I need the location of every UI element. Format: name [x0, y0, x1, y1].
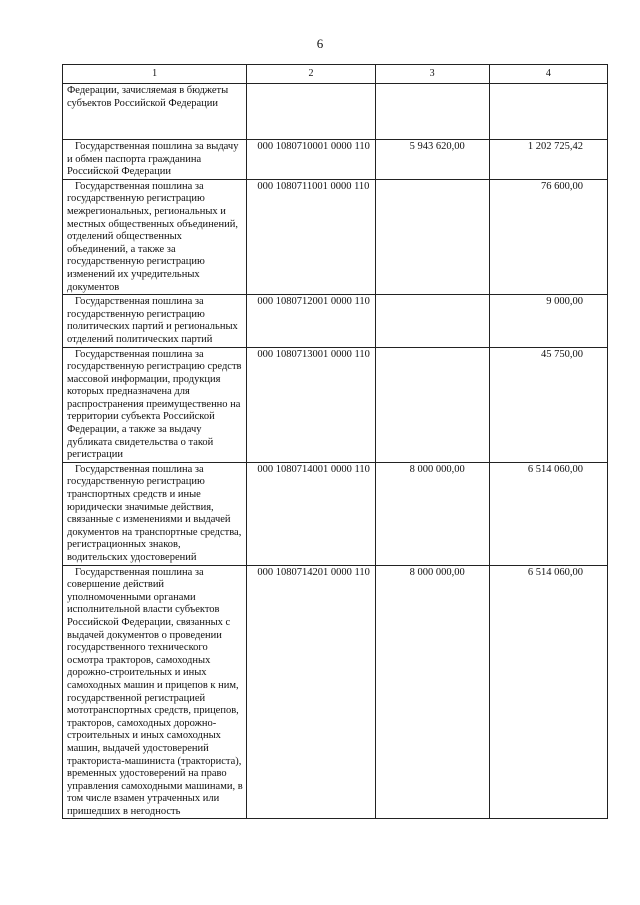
row-value-col3: 8 000 000,00 [375, 462, 489, 565]
row-name-cell: Государственная пошлина за совершение действий уполномоченными органами исполнительной власти субъектов Российской Федерации, связанных с выдачей документов о проведении государственного технического осмотра тракторов, самоходных дорожно-строительных и иных самоходных машин и прицепов к ним, государственной регистрацией мототранспортных средств, прицепов, тракторов, самоходных дорожно-строительных и иных самоходных машин, выдачей удостоверений тракториста-машиниста (тракториста), временных удостоверений на право управления самоходными машинами, в том числе взамен утраченных или пришедших в негодность [63, 565, 247, 819]
table-row [63, 140, 608, 180]
row-value-col3: 5 943 620,00 [375, 140, 489, 180]
row-name-cell: Государственная пошлина за государственную регистрацию средств массовой информации, продукция которых предназначена для распространения преимущественно на территории субъекта Российской Федерации, а также за выдачу дубликата свидетельства о такой регистрации [63, 347, 247, 462]
row-value-col4: 45 750,00 [489, 347, 607, 462]
column-header-2: 2 [247, 65, 375, 84]
row-name-cell: Государственная пошлина за государственную регистрацию межрегиональных, региональных и местных общественных объединений, отделений общественных объединений, а также за государственную регистрацию изменений их учредительных документов [63, 179, 247, 294]
row-name-cell: Государственная пошлина за государственную регистрацию транспортных средств и иные юридически значимые действия, связанные с изменениями и выдачей документов на транспортные средства, регистрационных знаков, водительских удостоверений [63, 462, 247, 565]
row-name-cell: Федерации, зачисляемая в бюджеты субъектов Российской Федерации [63, 84, 247, 140]
row-value-col4: 6 514 060,00 [489, 462, 607, 565]
row-code-cell [247, 84, 375, 140]
row-code-cell: 000 1080714001 0000 110 [247, 462, 375, 565]
row-value-col4: 1 202 725,42 [489, 140, 607, 180]
row-value-col3 [375, 295, 489, 347]
row-name-cell: Государственная пошлина за выдачу и обмен паспорта гражданина Российской Федерации [63, 140, 247, 180]
row-value-col4: 76 600,00 [489, 179, 607, 294]
column-header-3: 3 [375, 65, 489, 84]
row-value-col4: 6 514 060,00 [489, 565, 607, 819]
row-code-cell: 000 1080710001 0000 110 [247, 140, 375, 180]
row-value-col3 [375, 347, 489, 462]
row-code-cell: 000 1080712001 0000 110 [247, 295, 375, 347]
table-row [63, 179, 608, 294]
row-value-col3: 8 000 000,00 [375, 565, 489, 819]
page-number: 6 [316, 36, 324, 51]
row-value-col4: 9 000,00 [489, 295, 607, 347]
row-value-col3 [375, 84, 489, 140]
row-code-cell: 000 1080714201 0000 110 [247, 565, 375, 819]
column-header-4: 4 [489, 65, 607, 84]
row-name-cell: Государственная пошлина за государственную регистрацию политических партий и региональных отделений политических партий [63, 295, 247, 347]
table-row [63, 565, 608, 819]
row-value-col4 [489, 84, 607, 140]
budget-table [62, 64, 608, 819]
column-header-1: 1 [63, 65, 247, 84]
row-value-col3 [375, 179, 489, 294]
row-code-cell: 000 1080713001 0000 110 [247, 347, 375, 462]
table-row [63, 295, 608, 347]
table-header-row [63, 65, 608, 84]
table-row [63, 84, 608, 140]
table-row [63, 462, 608, 565]
table-row [63, 347, 608, 462]
row-code-cell: 000 1080711001 0000 110 [247, 179, 375, 294]
